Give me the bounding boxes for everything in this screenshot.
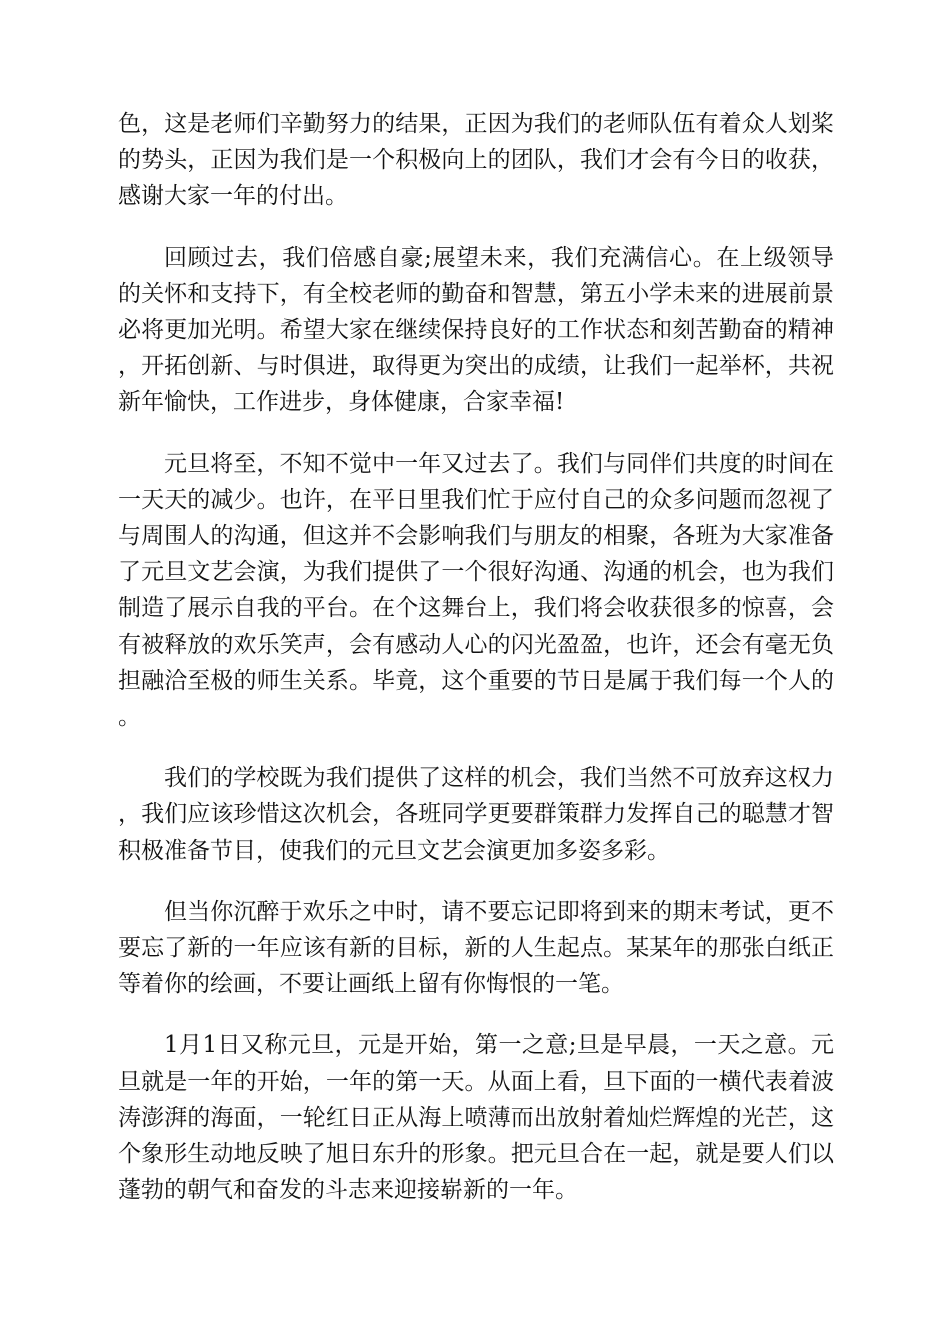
paragraph-continuation: 色，这是老师们辛勤努力的结果，正因为我们的老师队伍有着众人划桨的势头，正因为我们是一个积极向上的团队，我们才会有今日的收获，感谢大家一年的付出。 bbox=[118, 111, 834, 210]
paragraph-yuandan-meaning: 1月1日又称元旦，元是开始，第一之意;旦是早晨，一天之意。元旦就是一年的开始，一年的第一天。从面上看，旦下面的一横代表着波涛澎湃的海面，一轮红日正从海上喷薄而出放射着灿烂辉煌的光芒，这个象形生动地反映了旭日东升的形象。把元旦合在一起，就是要人们以蓬勃的朝气和奋发的斗志来迎接崭新的一年。 bbox=[118, 1032, 834, 1204]
paragraph-review-outlook: 回顾过去，我们倍感自豪;展望未来，我们充满信心。在上级领导的关怀和支持下，有全校老师的勤奋和智慧，第五小学未来的进展前景必将更加光明。希望大家在继续保持良好的工作状态和刻苦勤奋的精神，开拓创新、与时俱进，取得更为突出的成绩，让我们一起举杯，共祝新年愉快，工作进步，身体健康，合家幸福! bbox=[118, 244, 834, 416]
paragraph-new-year-performance: 元旦将至，不知不觉中一年又过去了。我们与同伴们共度的时间在一天天的减少。也许，在平日里我们忙于应付自己的众多问题而忽视了与周围人的沟通，但这并不会影响我们与朋友的相聚，各班为大家准备了元旦文艺会演，为我们提供了一个很好沟通、沟通的机会，也为我们制造了展示自我的平台。在个这舞台上，我们将会收获很多的惊喜，会有被释放的欢乐笑声，会有感动人心的闪光盈盈，也许，还会有毫无负担融洽至极的师生关系。毕竟，这个重要的节日是属于我们每一个人的。 bbox=[118, 450, 834, 731]
document-body bbox=[118, 106, 834, 1233]
paragraph-exam-reminder: 但当你沉醉于欢乐之中时，请不要忘记即将到来的期末考试，更不要忘了新的一年应该有新的目标，新的人生起点。某某年的那张白纸正等着你的绘画，不要让画纸上留有你悔恨的一笔。 bbox=[118, 898, 834, 998]
paragraph-cherish-opportunity: 我们的学校既为我们提供了这样的机会，我们当然不可放弃这权力，我们应该珍惜这次机会，各班同学更要群策群力发挥自己的聪慧才智积极准备节目，使我们的元旦文艺会演更加多姿多彩。 bbox=[118, 765, 834, 864]
